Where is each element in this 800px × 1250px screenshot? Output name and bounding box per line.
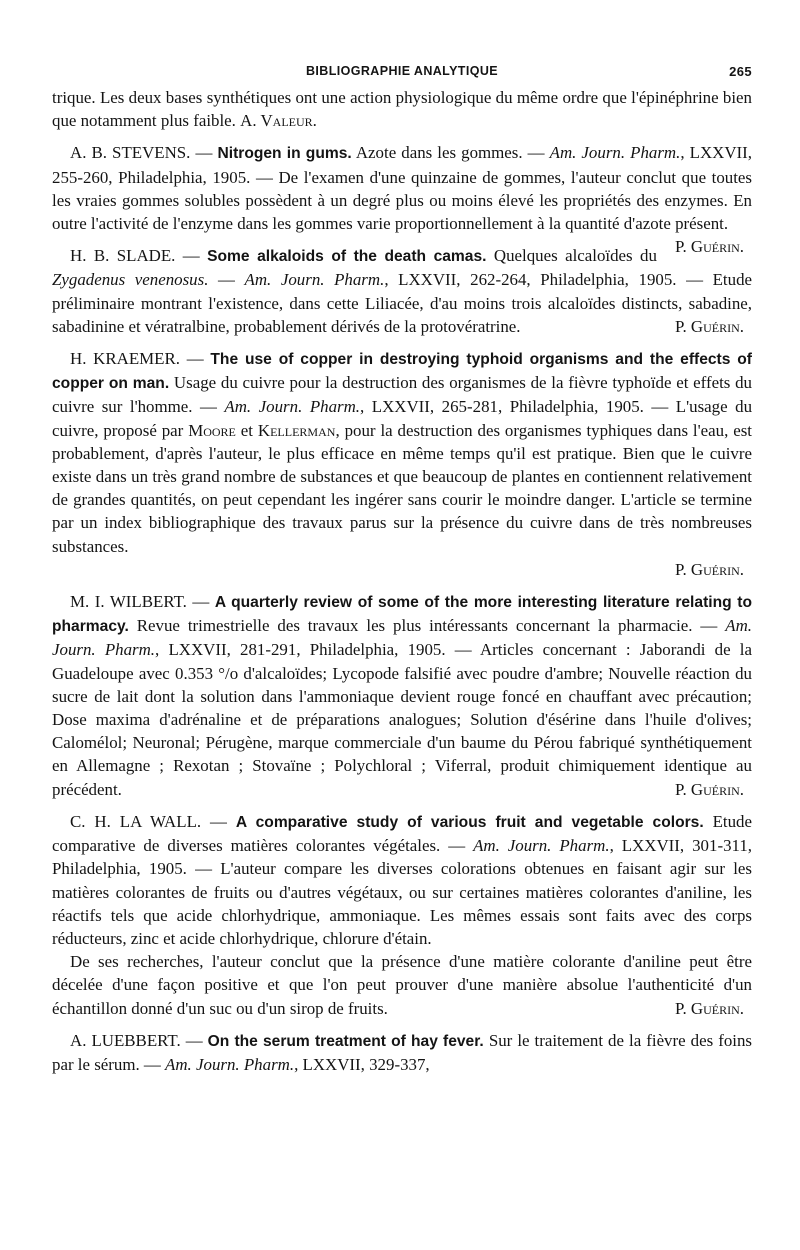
- abstract-entry: A. LUEBBERT. — On the serum treatment of hay fever. Sur le traitement de la fièvre des foins par le sérum. — Am. Journ. Pharm., LXXVII, 329-337,: [52, 1030, 752, 1074]
- abstract-reference: , LXXVII, 329-337,: [294, 1054, 430, 1074]
- abstract-title-en: Nitrogen in gums.: [217, 145, 352, 163]
- abstract-title-fr: Etude comparative de diverses matières colorantes végétales. —: [52, 811, 753, 856]
- abstract-body: L'auteur compare les diverses colorations obtenues en faisant agir sur les matières colorantes de fruits ou d'autres végétaux, ou sur certaines matières colorantes d'aniline, les réactifs tels que acide chlorhydrique, ammoniaque. Les mêmes essais sont faits avec des corps réducteurs, zinc et acide chlorhydrique, chlorure d'étain.: [52, 859, 752, 948]
- abstract-entry: M. I. WILBERT. — A quarterly review of some of the more interesting literature relating to pharmacy. Revue trimestrielle des travaux les plus intéressants concernant la pharmacie. — Am. Journ. Pharm., LXXVII, 281-291, Philadelphia, 1905. — Articles concernant : Jaborandi de la Guadeloupe avec 0.353 °/o d'alcaloïdes; Lycopode falsifié avec poudre d'ambre; Nouvelle réaction du sucre de lait dont la solution dans l'ammoniaque devient rouge foncé en chauffant avec précaution; Dose maxima d'adrénaline et de préparations analogues; Solution d'ésérine dans l'huile d'olives; Calomélol; Neuronal; Pérugène, marque commerciale d'un baume du Pérou fabriqué synthétiquement en Allemagne ; Rexotan ; Stovaïne ; Polychloral ; Viferral, produit chimiquement identique au précédent. P. Guérin.: [52, 590, 752, 801]
- abstract-title-fr: Sur le traitement de la fièvre des foins par le sérum. —: [52, 1030, 752, 1074]
- abstract-body: Articles concernant : Jaborandi de la Guadeloupe avec 0.353 °/o d'alcaloïdes; Lycopode falsifié avec poudre d'ambre; Nouvelle réaction du sucre de lait dont la solution dans l'ammoniaque devient rouge foncé en chauffant avec précaution; Dose maxima d'adrénaline et de préparations analogues; Solution d'ésérine dans l'huile d'olives; Calomélol; Neuronal; Pérugène, marque commerciale d'un baume du Pérou fabriqué synthétiquement en Allemagne ; Rexotan ; Stovaïne ; Polychloral ; Viferral, produit chimiquement identique au précédent.: [52, 640, 752, 799]
- abstract-species: Zygadenus venenosus.: [52, 270, 209, 290]
- abstract-body: Etude préliminaire montrant l'existence, dans cette Liliacée, d'au moins trois alcaloïdes distincts, sabadine, sabadinine et vératralbine, probablement dérivés de la protovératrine.: [52, 270, 753, 336]
- abstract-journal: Am. Journ. Pharm.: [549, 143, 681, 163]
- abstract-journal: Am. Journ. Pharm.: [165, 1054, 295, 1074]
- abstract-authors: H. KRAEMER.: [70, 349, 180, 369]
- abstract-body: De ses recherches, l'auteur conclut que la présence d'une matière colorante d'aniline peut être décelée d'une façon positive et que l'on peut prouver d'une manière absolue l'authenticité d'un échantillon donné d'un suc ou d'un sirop de fruits.: [52, 952, 752, 1018]
- abstract-title-fr: Azote dans les gommes. —: [351, 143, 550, 163]
- abstract-title-en: A comparative study of various fruit and vegetable colors.: [235, 813, 704, 831]
- abstract-authors: A. B. STEVENS.: [70, 143, 191, 163]
- abstract-signature: P. Guérin.: [674, 998, 744, 1018]
- running-title: BIBLIOGRAPHIE ANALYTIQUE: [305, 64, 499, 78]
- journal-page: [52, 62, 752, 1085]
- abstract-journal: Am. Journ. Pharm.: [52, 616, 752, 660]
- abstract-paragraph: [52, 950, 752, 1020]
- abstract-reference: , LXXVII, 301-311, Philadelphia, 1905. —: [52, 836, 752, 879]
- abstract-body: De l'examen d'une quinzaine de gommes, l'auteur conclut que toutes les vraies gommes solubles possèdent à un degré plus ou moins élevé les propriétés des enzymes. En outre l'activité de l'enzyme dans les gommes varie proportionnellement à la quantité d'azote présent.: [52, 167, 753, 234]
- abstract-reference: , LXXVII, 281-291, Philadelphia, 1905. —: [155, 640, 480, 660]
- page-number: 265: [729, 64, 752, 79]
- abstract-entry: A. B. STEVENS. — Nitrogen in gums. Azote dans les gommes. — Am. Journ. Pharm., LXXVII, 255-260, Philadelphia, 1905. — De l'examen d'une quinzaine de gommes, l'auteur conclut que toutes les vraies gommes solubles possèdent à un degré plus ou moins élevé les propriétés des enzymes. En outre l'activité de l'enzyme dans les gommes varie proportionnellement à la quantité d'azote présent. P. Guérin.: [52, 141, 752, 235]
- abstract-authors: A. LUEBBERT.: [70, 1030, 181, 1050]
- abstract-reference: , LXXVII, 262-264, Philadelphia, 1905. —: [384, 270, 713, 290]
- cited-author: Kellerman: [257, 420, 336, 440]
- abstract-journal: Am. Journ. Pharm.: [244, 270, 385, 290]
- abstract-entry: H. B. SLADE. — Some alkaloids of the death camas. Quelques alcaloïdes du Zygadenus venenosus. — Am. Journ. Pharm., LXXVII, 262-264, Philadelphia, 1905. — Etude préliminaire montrant l'existence, dans cette Liliacée, d'au moins trois alcaloïdes distincts, sabadine, sabadinine et vératralbine, probablement dérivés de la protovératrine. P. Guérin.: [52, 244, 752, 338]
- abstract-title-en: The use of copper in destroying typhoid organisms and the effects of copper on man.: [52, 351, 752, 393]
- abstract-signature: P. Guérin.: [674, 237, 744, 257]
- abstract-signature: P. Guérin.: [674, 779, 744, 799]
- abstract-authors: C. H. LA WALL.: [70, 811, 202, 831]
- abstract-signature: A. Valeur.: [240, 111, 317, 131]
- abstract-title-fr: Usage du cuivre pour la destruction des organismes de la fièvre typhoïde et effets du cuivre sur l'homme. —: [52, 373, 752, 417]
- abstract-entry: H. KRAEMER. — The use of copper in destroying typhoid organisms and the effects of copper on man. Usage du cuivre pour la destruction des organismes de la fièvre typhoïde et effets du cuivre sur l'homme. — Am. Journ. Pharm., LXXVII, 265-281, Philadelphia, 1905. — L'usage du cuivre, proposé par Moore et Kellerman, pour la destruction des organismes typhiques dans l'eau, est probablement, d'après l'auteur, le plus efficace en même temps qu'il est pratique. Bien que le cuivre existe dans un très grand nombre de substances et que beaucoup de plantes en contiennent relativement de grandes quantités, on peut cependant les ingérer sans courir le moindre danger. L'article se termine par un index bibliographique des travaux parus sur la présence du cuivre dans de très nombreuses substances. P. Guérin.: [52, 347, 752, 581]
- abstract-authors: M. I. WILBERT.: [70, 592, 187, 612]
- abstract-journal: Am. Journ. Pharm.: [473, 836, 610, 856]
- abstract-entry: C. H. LA WALL. — A comparative study of various fruit and vegetable colors. Etude comparative de diverses matières colorantes végétales. — Am. Journ. Pharm., LXXVII, 301-311, Philadelphia, 1905. — L'auteur compare les diverses colorations obtenues en faisant agir sur les matières colorantes de fruits ou d'autres végétaux, ou sur certaines matières colorantes d'aniline, les réactifs tels que acide chlorhydrique, ammoniaque. Les mêmes essais sont faits avec des corps réducteurs, zinc et acide chlorhydrique, chlorure d'étain.: [52, 811, 753, 948]
- abstract-signature: P. Guérin.: [674, 316, 744, 336]
- abstract-title-en: A quarterly review of some of the more interesting literature relating to pharmacy.: [52, 594, 752, 636]
- abstract-signature: P. Guérin.: [674, 559, 744, 579]
- cited-author: Moore: [188, 420, 236, 440]
- abstract-body: , pour la destruction des organismes typhiques dans l'eau, est probablement, d'après l'auteur, le plus efficace en même temps qu'il est pratique. Bien que le cuivre existe dans un très grand nombre de substances et que beaucoup de plantes en contiennent relativement de grandes quantités, on peut cependant les ingérer sans courir le moindre danger. L'article se termine par un index bibliographique des travaux parus sur la présence du cuivre dans de très nombreuses substances.: [52, 420, 752, 556]
- abstract-title-en: On the serum treatment of hay fever.: [207, 1032, 484, 1050]
- abstract-continuation: [52, 86, 752, 132]
- abstract-title-fr: Quelques alcaloïdes du: [486, 246, 657, 266]
- abstract-reference: , LXXVII, 265-281, Philadelphia, 1905. —: [360, 397, 676, 417]
- abstract-body: trique. Les deux bases synthétiques ont une action physiologique du même ordre que l'épinéphrine bien que notamment plus faible.: [52, 88, 752, 131]
- abstract-journal: Am. Journ. Pharm.: [224, 397, 361, 417]
- running-head: [52, 62, 752, 86]
- abstract-title-fr: Revue trimestrielle des travaux les plus intéressants concernant la pharmacie. —: [128, 616, 726, 636]
- abstract-authors: H. B. SLADE.: [70, 246, 176, 266]
- abstract-reference: , LXXVII, 255-260, Philadelphia, 1905. —: [52, 143, 753, 187]
- abstract-title-en: Some alkaloids of the death camas.: [207, 248, 487, 266]
